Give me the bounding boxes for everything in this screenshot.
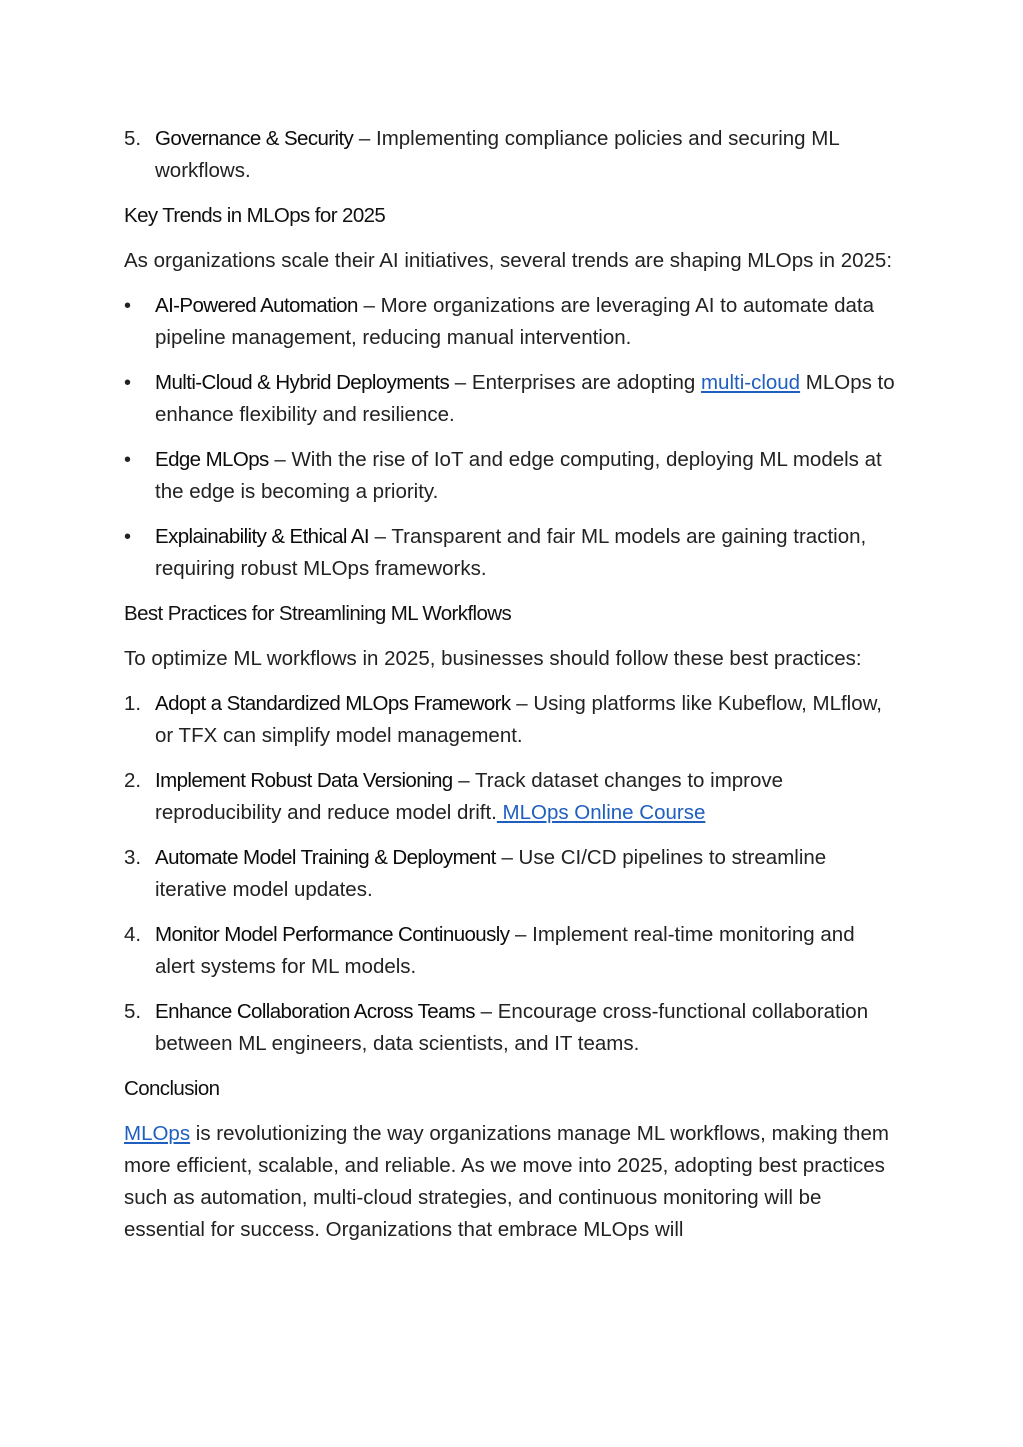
list-item-term: Monitor Model Performance Continuously <box>155 923 510 946</box>
list-item-term: AI-Powered Automation <box>155 294 358 317</box>
section-heading-best-practices: Best Practices for Streamlining ML Workflows <box>124 602 512 625</box>
list-item-text: – Transparent and fair ML models are gaining traction, requiring robust MLOps frameworks. <box>155 525 867 580</box>
list-number: 2. <box>124 769 142 792</box>
list-item-term: Enhance Collaboration Across Teams <box>155 1000 475 1023</box>
list-item-term: Automate Model Training & Deployment <box>155 846 496 869</box>
section-heading-key-trends: Key Trends in MLOps for 2025 <box>124 204 386 227</box>
multi-cloud-link[interactable]: multi-cloud <box>700 371 801 394</box>
mlops-online-course-link[interactable]: MLOps Online Course <box>496 801 706 824</box>
conclusion-text: is revolutionizing the way organizations manage ML workflows, making them more efficient, scalable, and reliable. As we move into 2025, adopting best practices such as automation, multi-cloud strategies, and continuous monitoring will be essential for success. Organizations that embrace MLOps will <box>124 1122 889 1241</box>
bullet-item-multi-cloud-hybrid <box>124 367 899 431</box>
bullet-item-explainability <box>124 521 899 585</box>
document-page <box>124 123 899 1259</box>
numbered-item-data-versioning <box>124 765 899 829</box>
mlops-link[interactable]: MLOps <box>124 1122 191 1145</box>
list-item-text: – With the rise of IoT and edge computing, deploying ML models at the edge is becoming a priority. <box>155 448 882 503</box>
list-item-text: – Use CI/CD pipelines to streamline iterative model updates. <box>155 846 827 901</box>
numbered-item-governance-security <box>124 123 899 187</box>
list-number: 3. <box>124 846 142 869</box>
numbered-item-automate-training <box>124 842 899 906</box>
list-item-text: MLOps to enhance flexibility and resilience. <box>155 371 895 426</box>
bullet-icon: • <box>124 372 132 394</box>
list-number: 1. <box>124 692 142 715</box>
bullet-icon: • <box>124 526 132 548</box>
list-item-text: – Implement real-time monitoring and alert systems for ML models. <box>155 923 855 978</box>
list-item-text: – More organizations are leveraging AI to automate data pipeline management, reducing manual intervention. <box>155 294 875 349</box>
list-item-term: Multi-Cloud & Hybrid Deployments <box>155 371 450 394</box>
numbered-item-monitor-performance <box>124 919 899 983</box>
numbered-item-standardized-framework <box>124 688 899 752</box>
conclusion-paragraph <box>124 1118 899 1246</box>
list-number: 5. <box>124 1000 142 1023</box>
list-item-term: Adopt a Standardized MLOps Framework <box>155 692 511 715</box>
best-practices-intro: To optimize ML workflows in 2025, businesses should follow these best practices: <box>124 647 862 670</box>
list-item-text: – Enterprises are adopting <box>449 371 701 394</box>
numbered-item-enhance-collaboration <box>124 996 899 1060</box>
list-item-term: Explainability & Ethical AI <box>155 525 369 548</box>
list-item-text: – Encourage cross-functional collaboration between ML engineers, data scientists, and IT teams. <box>155 1000 869 1055</box>
list-item-term: Governance & Security <box>155 127 354 150</box>
bullet-icon: • <box>124 449 132 471</box>
list-item-term: Edge MLOps <box>155 448 269 471</box>
list-item-text: – Implementing compliance policies and securing ML workflows. <box>155 127 839 182</box>
key-trends-intro: As organizations scale their AI initiatives, several trends are shaping MLOps in 2025: <box>124 249 893 272</box>
bullet-item-ai-powered-automation <box>124 290 899 354</box>
list-number: 5. <box>124 127 142 150</box>
bullet-icon: • <box>124 295 132 317</box>
list-item-term: Implement Robust Data Versioning <box>155 769 453 792</box>
list-number: 4. <box>124 923 142 946</box>
bullet-item-edge-mlops <box>124 444 899 508</box>
list-item-text: – Using platforms like Kubeflow, MLflow, or TFX can simplify model management. <box>155 692 883 747</box>
section-heading-conclusion: Conclusion <box>124 1077 220 1100</box>
list-item-text: – Track dataset changes to improve reproducibility and reduce model drift. <box>155 769 784 824</box>
